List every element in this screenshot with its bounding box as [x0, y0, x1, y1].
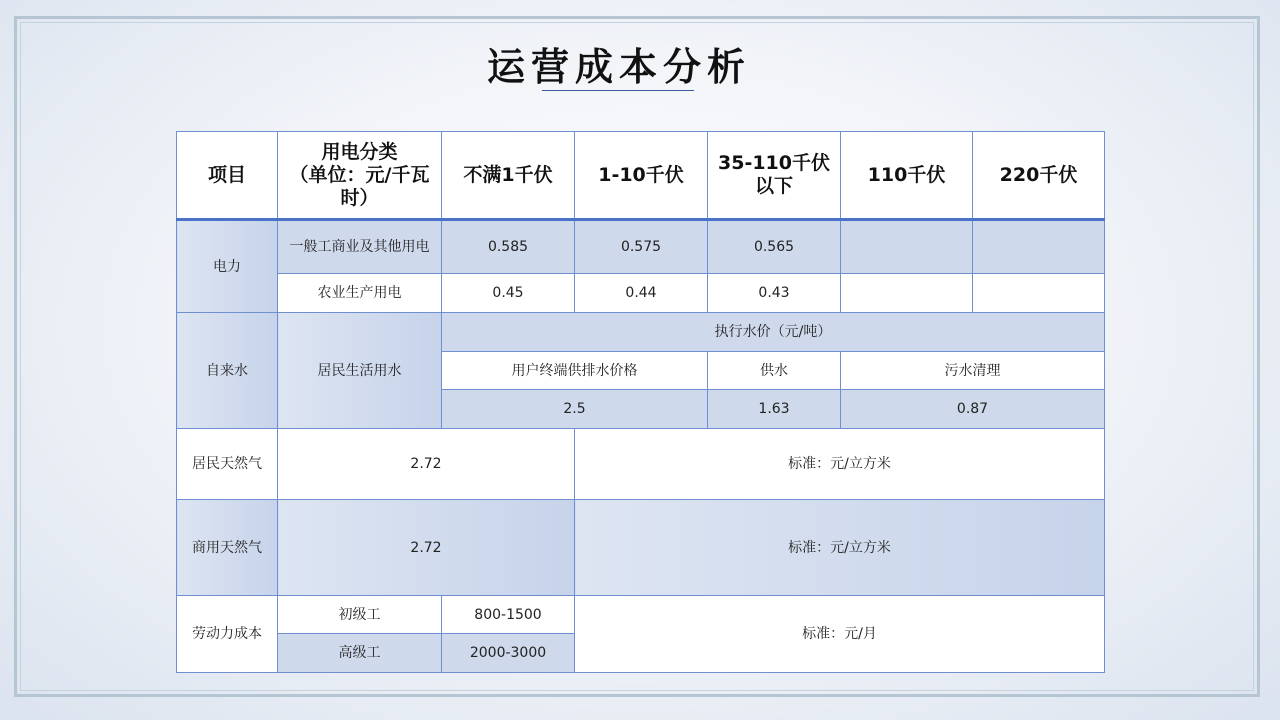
electricity-category-commercial: 一般工商业及其他用电 [278, 220, 442, 274]
water-value-supply: 1.63 [708, 390, 841, 429]
header-item: 项目 [177, 132, 278, 220]
water-category: 居民生活用水 [278, 313, 442, 429]
table-row [177, 429, 1105, 500]
price-cell: 0.585 [442, 220, 575, 274]
gas-commercial-note: 标准：元/立方米 [575, 500, 1105, 596]
price-cell: 0.44 [575, 274, 708, 313]
page-title: 运营成本分析 [486, 45, 751, 89]
labor-level-junior: 初级工 [278, 596, 442, 634]
labor-value-senior: 2000-3000 [442, 634, 575, 673]
price-cell [841, 274, 973, 313]
water-sub-header-terminal: 用户终端供排水价格 [442, 352, 708, 390]
table-row [177, 500, 1105, 596]
water-sub-header-supply: 供水 [708, 352, 841, 390]
water-value-terminal: 2.5 [442, 390, 708, 429]
header-110kv: 110千伏 [841, 132, 973, 220]
price-cell: 0.45 [442, 274, 575, 313]
labor-note: 标准：元/月 [575, 596, 1105, 673]
price-cell: 0.565 [708, 220, 841, 274]
header-220kv: 220千伏 [973, 132, 1105, 220]
water-price-header: 执行水价（元/吨） [442, 313, 1105, 352]
labor-value-junior: 800-1500 [442, 596, 575, 634]
table-row [177, 596, 1105, 634]
water-value-sewage: 0.87 [841, 390, 1105, 429]
electricity-category-agriculture: 农业生产用电 [278, 274, 442, 313]
table-row [177, 274, 1105, 313]
header-under-1kv: 不满1千伏 [442, 132, 575, 220]
header-electricity-category: 用电分类 （单位：元/千瓦时） [278, 132, 442, 220]
title-underline [542, 90, 694, 91]
price-cell [841, 220, 973, 274]
water-sub-header-sewage: 污水清理 [841, 352, 1105, 390]
price-cell: 0.43 [708, 274, 841, 313]
operating-cost-table [176, 131, 1105, 673]
gas-residential-value: 2.72 [278, 429, 575, 500]
table-row [177, 220, 1105, 274]
header-1-10kv: 1-10千伏 [575, 132, 708, 220]
table-row [177, 313, 1105, 352]
table-header-row [177, 132, 1105, 220]
price-cell: 0.575 [575, 220, 708, 274]
labor-level-senior: 高级工 [278, 634, 442, 673]
labor-label: 劳动力成本 [177, 596, 278, 673]
price-cell [973, 274, 1105, 313]
gas-commercial-label: 商用天然气 [177, 500, 278, 596]
header-35-110kv: 35-110千伏 以下 [708, 132, 841, 220]
price-cell [973, 220, 1105, 274]
gas-residential-label: 居民天然气 [177, 429, 278, 500]
water-label: 自来水 [177, 313, 278, 429]
electricity-label: 电力 [177, 220, 278, 313]
gas-commercial-value: 2.72 [278, 500, 575, 596]
gas-residential-note: 标准：元/立方米 [575, 429, 1105, 500]
